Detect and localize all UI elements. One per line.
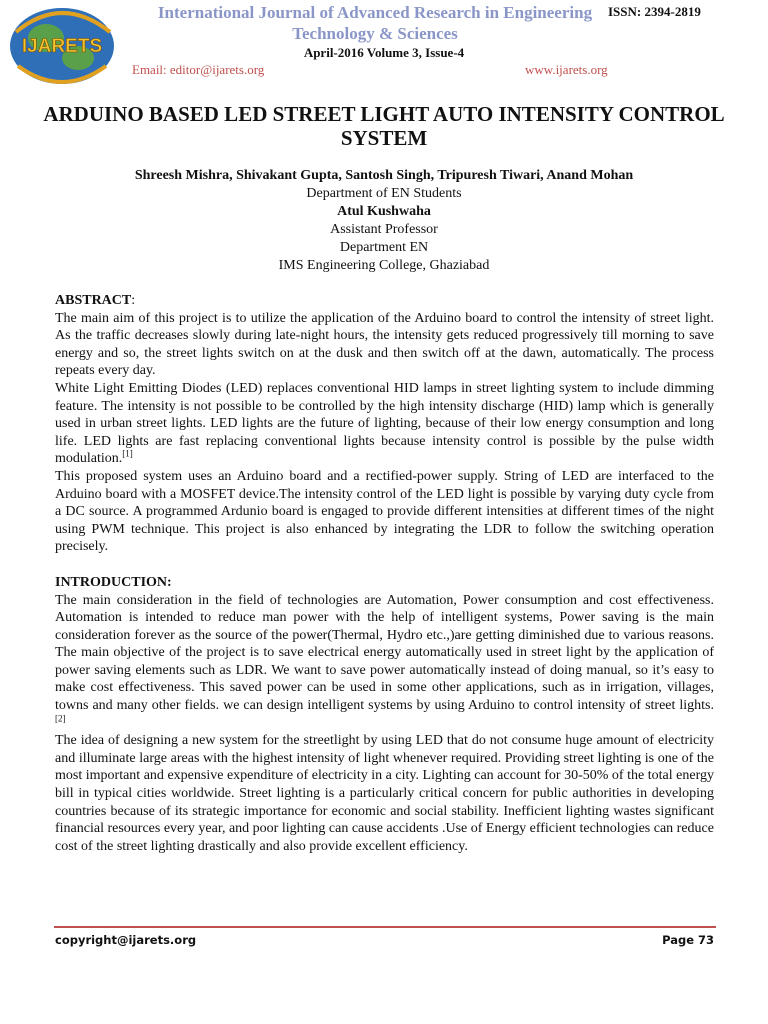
footer-copyright: copyright@ijarets.org	[55, 933, 197, 947]
paper-body	[55, 292, 714, 855]
introduction-paragraph-1-text: The main consideration in the field of technologies are Automation, Power consumption and cost effectiveness. Automation is intended to reduce man power with the help of intelligent systems, Power saving is the main consideration forever as the source of the power(Thermal, Hydro etc.,)are getting diminished due to various reasons. The main objective of the project is to save electrical energy automatically used in street light by the application of power saving elements such as LDR. We want to save power automatically instead of doing manual, so it’s easy to make cost effectiveness. This saved power can be used in some other applications, such as in irrigation, villages, towns and many other fields. we can design intelligent systems by using Arduino to control intensity of street lights.	[55, 592, 714, 714]
professor-role: Assistant Professor	[330, 222, 438, 237]
author-department: Department of EN Students	[306, 186, 462, 201]
journal-email[interactable]: Email: editor@ijarets.org	[132, 62, 265, 77]
footer-divider	[54, 926, 716, 928]
abstract-heading-line	[55, 292, 714, 310]
journal-website[interactable]: www.ijarets.org	[525, 62, 608, 77]
journal-title	[150, 2, 600, 44]
paper-title	[40, 102, 728, 150]
abstract-paragraph-1: The main aim of this project is to utilize the application of the Arduino board to control the intensity of street light. As the traffic decreases slowly during late-night hours, the intensity gets reduced progressively till morning to save energy and so, the street lights switch on at the dusk and then switch off at the dawn, automatically. The process repeats every day.	[55, 310, 714, 379]
introduction-paragraph-1	[55, 592, 714, 733]
author-names: Shreesh Mishra, Shivakant Gupta, Santosh Singh, Tripuresh Tiwari, Anand Mohan	[134, 168, 634, 183]
abstract-heading: ABSTRACT	[55, 293, 132, 308]
footer-page-number: Page 73	[662, 933, 714, 947]
issn: ISSN: 2394-2819	[608, 4, 701, 19]
abstract-paragraph-2-text: White Light Emitting Diodes (LED) replaces conventional HID lamps in street lighting system to include dimming feature. The intensity is not possible to be controlled by the high intensity discharge (HID) lamp which is generally used in urban street lights. LED lights are the future of lighting, because of their low energy consumption and long life. LED lights are fast replacing conventional lights because intensity control is possible by the pulse width modulation.	[55, 380, 714, 467]
journal-title-line2: Technology & Sciences	[292, 24, 458, 43]
logo-text: IJARETS	[21, 36, 103, 57]
author-block	[0, 167, 768, 275]
citation-1: [1]	[122, 448, 133, 459]
professor-department: Department EN	[339, 240, 429, 255]
issue-info: April-2016 Volume 3, Issue-4	[303, 45, 465, 60]
introduction-heading: INTRODUCTION:	[55, 574, 172, 590]
college-name: IMS Engineering College, Ghaziabad	[278, 258, 490, 273]
abstract-paragraph-3: This proposed system uses an Arduino board and a rectified-power supply. String of LED are interfaced to the Arduino board with a MOSFET device.The intensity control of the LED light is possible by varying duty cycle from a DC source. A programmed Ardunio board is engaged to provide different intensities at different times of the night using PWM technique. This project is also enhanced by integrating the LDR to follow the switching operation precisely.	[55, 468, 714, 555]
abstract-paragraph-2	[55, 380, 714, 468]
journal-title-line1: International Journal of Advanced Research in Engineering	[157, 3, 593, 22]
introduction-paragraph-2: The idea of designing a new system for the streetlight by using LED that do not consume huge amount of electricity and illuminate large areas with the highest intensity of light whenever required. Providing street lighting is one of the most important and expensive expenditure of electricity in a city. Lighting can account for 30-50% of the total energy bill in typical cities worldwide. Street lighting is a particularly critical concern for public authorities in developing countries because of its strategic importance for economic and social stability. Inefficient lighting wastes significant financial resources every year, and poor lighting can cause accidents .Use of Energy efficient technologies can reduce cost of the street lighting drastically and also provide excellent efficiency.	[55, 733, 714, 854]
abstract-heading-colon: :	[131, 293, 136, 308]
paper-title-line1: ARDUINO BASED LED STREET LIGHT AUTO INTENSITY CONTROL	[43, 102, 725, 126]
paper-title-line2: SYSTEM	[340, 126, 428, 150]
citation-2: [2]	[55, 713, 66, 723]
professor-name: Atul Kushwaha	[337, 204, 431, 219]
